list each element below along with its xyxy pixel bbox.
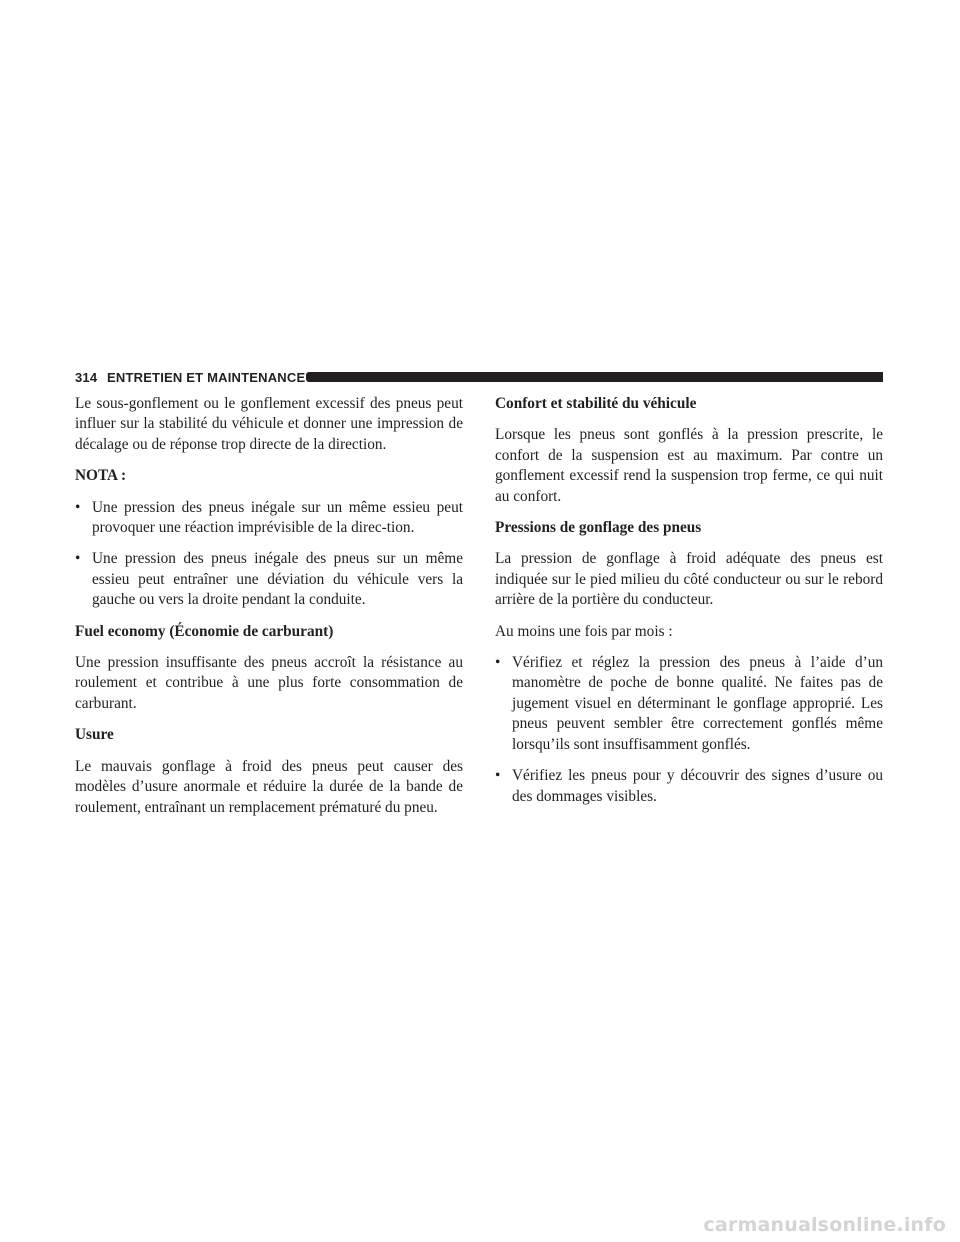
list-item: [495, 766, 883, 807]
section-title: ENTRETIEN ET MAINTENANCE: [107, 370, 306, 385]
bullet-icon: •: [495, 654, 501, 672]
list-item: [75, 498, 463, 539]
page-header: [75, 369, 883, 389]
list-item-text: Une pression des pneus inégale des pneus sur un même essieu peut entraîner une déviation du véhicule vers la gauche ou vers la droite pendant la conduite.: [92, 550, 463, 609]
usure-paragraph: Le mauvais gonflage à froid des pneus peut causer des modèles d’usure anormale et réduire la durée de la bande de roulement, entraînant un remplacement prématuré du pneu.: [75, 757, 463, 816]
list-item: [495, 653, 883, 755]
list-item-text: Une pression des pneus inégale sur un même essieu peut provoquer une réaction imprévisible de la direc-tion.: [92, 498, 463, 537]
page-number: 314: [75, 370, 98, 385]
bullet-icon: •: [75, 498, 81, 516]
bullet-icon: •: [75, 550, 81, 568]
list-item: [75, 549, 463, 610]
fuel-economy-paragraph: Une pression insuffisante des pneus accroît la résistance au roulement et contribue à une plus forte consommation de carburant.: [75, 654, 463, 712]
confort-paragraph: Lorsque les pneus sont gonflés à la pression prescrite, le confort de la suspension est au maximum. Par contre un gonflement excessif rend la suspension trop ferme, ce qui nuit au confort.: [495, 426, 883, 505]
pressions-heading: Pressions de gonflage des pneus: [495, 519, 702, 537]
bullet-icon: •: [495, 767, 501, 785]
left-column: [75, 394, 463, 829]
pressions-paragraph: La pression de gonflage à froid adéquate des pneus est indiquée sur le pied milieu du côté conducteur ou sur le rebord arrière de la portière du conducteur.: [495, 550, 883, 609]
confort-heading: Confort et stabilité du véhicule: [495, 395, 697, 412]
nota-heading: NOTA :: [75, 467, 127, 485]
intro-paragraph: Le sous-gonflement ou le gonflement excessif des pneus peut influer sur la stabilité du véhicule et donner une impression de décalage ou de réponse trop directe de la direction.: [75, 395, 463, 453]
list-item-text: Vérifiez les pneus pour y découvrir des signes d’usure ou des dommages visibles.: [512, 767, 883, 805]
fuel-economy-heading: Fuel economy (Économie de carburant): [75, 622, 334, 640]
header-bar: [306, 372, 883, 382]
right-column: [495, 394, 883, 818]
list-item-text: Vérifiez et réglez la pression des pneus à l’aide d’un manomètre de poche de bonne qualité. Ne faites pas de jugement visuel en déterminant le gonflage approprié. Les pneus peuvent sembler être correctement gonflés même lorsqu’ils sont insuffisamment gonflés.: [512, 654, 883, 753]
usure-heading: Usure: [75, 726, 114, 744]
monthly-intro: Au moins une fois par mois :: [495, 622, 673, 640]
watermark: carmanualsonline.info: [703, 1214, 946, 1236]
